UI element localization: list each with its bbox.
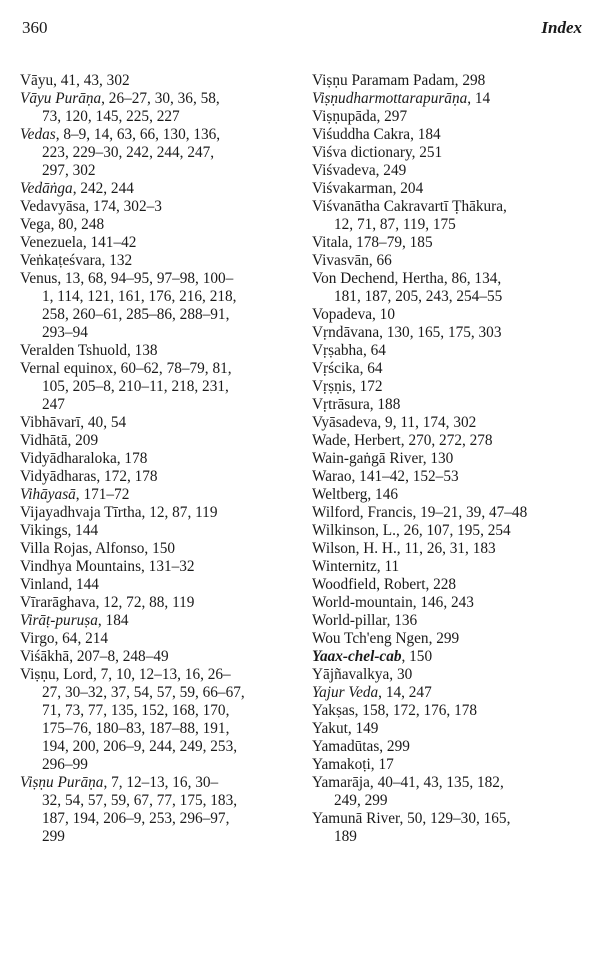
index-entry xyxy=(20,612,295,630)
index-text: Yājñavalkya, 30 xyxy=(312,666,413,683)
index-text: Vidhātā, 209 xyxy=(20,432,99,449)
index-entry xyxy=(312,450,587,468)
index-entry-line xyxy=(20,828,295,846)
index-entry xyxy=(312,594,587,612)
index-text: Woodfield, Robert, 228 xyxy=(312,576,457,593)
index-text: Vyāsadeva, 9, 11, 174, 302 xyxy=(312,414,477,431)
index-entry xyxy=(312,774,587,810)
index-text: 32, 54, 57, 59, 67, 77, 175, 183, xyxy=(42,792,238,809)
index-text: Viṣṇu Paramam Padam, 298 xyxy=(312,72,486,89)
index-entry xyxy=(312,504,587,522)
index-entry-line xyxy=(312,450,587,468)
index-entry-line xyxy=(20,270,295,288)
index-text: Vṛndāvana, 130, 165, 175, 303 xyxy=(312,324,502,341)
index-text: 293–94 xyxy=(42,324,88,341)
index-text: 1, 114, 121, 161, 176, 216, 218, xyxy=(42,288,237,305)
index-entry xyxy=(312,234,587,252)
index-entry xyxy=(312,630,587,648)
index-text: 27, 30–32, 37, 54, 57, 59, 66–67, xyxy=(42,684,245,701)
index-entry-line xyxy=(312,306,587,324)
index-entry xyxy=(20,774,295,846)
index-text: 189 xyxy=(334,828,357,845)
index-text: , 150 xyxy=(401,648,433,665)
index-entry-line xyxy=(312,810,587,828)
index-entry-line xyxy=(20,756,295,774)
index-entry-line xyxy=(312,540,587,558)
index-entry xyxy=(20,594,295,612)
index-term-italic: Vedāṅga xyxy=(20,180,73,197)
index-text: Wilkinson, L., 26, 107, 195, 254 xyxy=(312,522,511,539)
index-entry xyxy=(20,72,295,90)
index-entry xyxy=(312,252,587,270)
index-entry-line xyxy=(20,540,295,558)
index-entry xyxy=(312,324,587,342)
index-entry xyxy=(312,810,587,846)
index-entry xyxy=(20,234,295,252)
index-entry xyxy=(312,612,587,630)
index-text: , 242, 244 xyxy=(72,180,134,197)
index-entry-line xyxy=(312,198,587,216)
index-entry xyxy=(312,648,587,666)
index-entry-line xyxy=(312,738,587,756)
index-entry-line xyxy=(20,378,295,396)
index-entry xyxy=(312,702,587,720)
index-text: Viśākhā, 207–8, 248–49 xyxy=(20,648,169,665)
index-text: Viṣṇupāda, 297 xyxy=(312,108,408,125)
index-entry xyxy=(20,468,295,486)
index-text: Vernal equinox, 60–62, 78–79, 81, xyxy=(20,360,232,377)
index-entry-line xyxy=(20,594,295,612)
index-text: Vṛṣṇis, 172 xyxy=(312,378,383,395)
index-text: World-pillar, 136 xyxy=(312,612,418,629)
index-entry xyxy=(312,180,587,198)
index-entry-line xyxy=(20,630,295,648)
index-entry-line xyxy=(312,216,587,234)
index-entry-line xyxy=(312,324,587,342)
index-entry xyxy=(312,198,587,234)
index-text: Yakut, 149 xyxy=(312,720,379,737)
index-text: 249, 299 xyxy=(334,792,388,809)
index-entry-line xyxy=(312,126,587,144)
index-text: Von Dechend, Hertha, 86, 134, xyxy=(312,270,502,287)
index-entry-line xyxy=(20,252,295,270)
index-entry-line xyxy=(20,522,295,540)
index-entry-line xyxy=(312,234,587,252)
index-text: Vāyu, 41, 43, 302 xyxy=(20,72,130,89)
index-entry-line xyxy=(20,396,295,414)
index-term-italic: Vihāyasā xyxy=(20,486,76,503)
index-text: Vopadeva, 10 xyxy=(312,306,395,323)
index-entry-line xyxy=(20,504,295,522)
index-entry-line xyxy=(20,126,295,144)
index-text: Weltberg, 146 xyxy=(312,486,398,503)
index-entry xyxy=(312,360,587,378)
index-text: Viśvakarman, 204 xyxy=(312,180,424,197)
index-entry-line xyxy=(312,522,587,540)
index-text: Warao, 141–42, 152–53 xyxy=(312,468,459,485)
index-text: 73, 120, 145, 225, 227 xyxy=(42,108,180,125)
index-entry-line xyxy=(20,792,295,810)
index-entry-line xyxy=(20,180,295,198)
index-text: Viśvadeva, 249 xyxy=(312,162,407,179)
index-entry-line xyxy=(312,396,587,414)
index-text: World-mountain, 146, 243 xyxy=(312,594,474,611)
index-term-italic: Virāṭ-puruṣa xyxy=(20,612,98,629)
index-entry xyxy=(20,180,295,198)
index-text: , 184 xyxy=(97,612,129,629)
index-text: Yakṣas, 158, 172, 176, 178 xyxy=(312,702,478,719)
index-entry-line xyxy=(312,774,587,792)
index-text: 12, 71, 87, 119, 175 xyxy=(334,216,456,233)
index-entry xyxy=(312,306,587,324)
index-text: Vidyādharaloka, 178 xyxy=(20,450,148,467)
index-entry-line xyxy=(20,72,295,90)
index-entry-line xyxy=(20,702,295,720)
index-entry-line xyxy=(312,342,587,360)
index-entry xyxy=(20,414,295,432)
index-column-left xyxy=(20,72,295,846)
index-entry xyxy=(312,486,587,504)
index-text: 299 xyxy=(42,828,65,845)
index-entry-line xyxy=(20,450,295,468)
index-entry xyxy=(312,270,587,306)
index-text: Viśva dictionary, 251 xyxy=(312,144,443,161)
index-entry xyxy=(312,342,587,360)
index-text: Vedavyāsa, 174, 302–3 xyxy=(20,198,162,215)
index-text: Vega, 80, 248 xyxy=(20,216,105,233)
index-text: 194, 200, 206–9, 244, 249, 253, xyxy=(42,738,238,755)
index-entry-line xyxy=(312,666,587,684)
index-entry xyxy=(20,198,295,216)
index-text: , 171–72 xyxy=(75,486,130,503)
index-entry xyxy=(312,162,587,180)
index-entry-line xyxy=(20,774,295,792)
index-entry-line xyxy=(312,414,587,432)
index-entry xyxy=(20,450,295,468)
index-entry-line xyxy=(20,576,295,594)
index-entry-line xyxy=(312,252,587,270)
index-text: Vibhāvarī, 40, 54 xyxy=(20,414,127,431)
index-term-italic: Yaax-chel-cab xyxy=(312,648,402,665)
index-entry-line xyxy=(312,720,587,738)
index-entry-line xyxy=(20,198,295,216)
index-entry-line xyxy=(312,360,587,378)
index-entry xyxy=(20,360,295,414)
index-entry xyxy=(312,468,587,486)
index-entry xyxy=(20,666,295,774)
index-entry-line xyxy=(312,648,587,666)
index-term-italic: Vedas xyxy=(20,126,56,143)
index-entry-line xyxy=(20,414,295,432)
index-entry-line xyxy=(20,288,295,306)
index-text: Yamadūtas, 299 xyxy=(312,738,410,755)
index-entry-line xyxy=(312,612,587,630)
index-entry-line xyxy=(312,162,587,180)
index-entry xyxy=(20,486,295,504)
index-entry-line xyxy=(20,684,295,702)
index-text: Wou Tch'eng Ngen, 299 xyxy=(312,630,460,647)
index-entry-line xyxy=(312,702,587,720)
index-text: Vikings, 144 xyxy=(20,522,99,539)
index-entry xyxy=(312,756,587,774)
index-text: Winternitz, 11 xyxy=(312,558,400,575)
index-entry-line xyxy=(20,720,295,738)
index-entry xyxy=(20,504,295,522)
index-term-italic: Viṣṇu Purāṇa xyxy=(20,774,104,791)
index-entry-line xyxy=(20,738,295,756)
index-entry-line xyxy=(20,810,295,828)
index-entry-line xyxy=(312,792,587,810)
index-entry xyxy=(312,378,587,396)
index-entry-line xyxy=(20,648,295,666)
index-entry-line xyxy=(312,576,587,594)
index-entry-line xyxy=(20,612,295,630)
index-entry-line xyxy=(20,360,295,378)
index-text: Wilford, Francis, 19–21, 39, 47–48 xyxy=(312,504,528,521)
index-text: Vīrarāghava, 12, 72, 88, 119 xyxy=(20,594,195,611)
index-entry xyxy=(20,270,295,342)
index-entry xyxy=(20,126,295,180)
index-entry-line xyxy=(20,216,295,234)
index-entry-line xyxy=(312,108,587,126)
index-entry-line xyxy=(312,144,587,162)
index-term-italic: Viṣṇudharmottarapurāṇa xyxy=(312,90,468,107)
index-text: , 8–9, 14, 63, 66, 130, 136, xyxy=(55,126,221,143)
index-column-right xyxy=(312,72,587,846)
index-entry-line xyxy=(20,324,295,342)
index-entry-line xyxy=(20,144,295,162)
index-text: 247 xyxy=(42,396,65,413)
index-text: Vidyādharas, 172, 178 xyxy=(20,468,158,485)
index-entry-line xyxy=(312,630,587,648)
index-entry xyxy=(20,576,295,594)
index-text: Viśuddha Cakra, 184 xyxy=(312,126,441,143)
index-entry xyxy=(20,90,295,126)
index-text: , 14 xyxy=(467,90,491,107)
index-text: , 7, 12–13, 16, 30– xyxy=(103,774,219,791)
index-entry-line xyxy=(20,666,295,684)
index-entry-line xyxy=(312,288,587,306)
index-entry-line xyxy=(312,504,587,522)
index-entry xyxy=(20,522,295,540)
index-entry xyxy=(312,144,587,162)
index-entry-line xyxy=(20,486,295,504)
index-text: Vṛtrāsura, 188 xyxy=(312,396,401,413)
index-entry xyxy=(312,720,587,738)
index-entry xyxy=(312,396,587,414)
index-text: Veralden Tshuold, 138 xyxy=(20,342,158,359)
index-entry xyxy=(20,432,295,450)
index-text: Yamakoṭi, 17 xyxy=(312,756,394,773)
index-entry-line xyxy=(312,378,587,396)
index-entry xyxy=(312,738,587,756)
index-text: Wade, Herbert, 270, 272, 278 xyxy=(312,432,493,449)
index-text: Vṛścika, 64 xyxy=(312,360,383,377)
index-text: , 14, 247 xyxy=(378,684,432,701)
index-entry-line xyxy=(312,432,587,450)
index-text: Vinland, 144 xyxy=(20,576,99,593)
index-entry xyxy=(20,630,295,648)
index-text: Vṛṣabha, 64 xyxy=(312,342,386,359)
index-text: Venezuela, 141–42 xyxy=(20,234,137,251)
index-entry-line xyxy=(20,342,295,360)
index-entry-line xyxy=(312,486,587,504)
index-entry-line xyxy=(20,306,295,324)
index-text: Wain-gaṅgā River, 130 xyxy=(312,450,454,467)
index-entry xyxy=(312,540,587,558)
index-entry-line xyxy=(20,90,295,108)
index-entry xyxy=(312,90,587,108)
index-text: 258, 260–61, 285–86, 288–91, xyxy=(42,306,230,323)
index-entry xyxy=(312,558,587,576)
index-entry-line xyxy=(312,594,587,612)
index-text: 71, 73, 77, 135, 152, 168, 170, xyxy=(42,702,230,719)
index-text: Viṣṇu, Lord, 7, 10, 12–13, 16, 26– xyxy=(20,666,231,683)
index-entry xyxy=(312,126,587,144)
index-text: Vivasvān, 66 xyxy=(312,252,392,269)
index-text: Villa Rojas, Alfonso, 150 xyxy=(20,540,176,557)
index-entry-line xyxy=(312,684,587,702)
index-entry xyxy=(312,108,587,126)
index-text: Virgo, 64, 214 xyxy=(20,630,109,647)
index-term-italic: Yajur Veda xyxy=(312,684,379,701)
index-entry-line xyxy=(312,180,587,198)
index-entry xyxy=(312,414,587,432)
index-entry-line xyxy=(312,270,587,288)
index-text: Veṅkaṭeśvara, 132 xyxy=(20,252,133,269)
index-text: , 26–27, 30, 36, 58, xyxy=(101,90,220,107)
index-text: Yamunā River, 50, 129–30, 165, xyxy=(312,810,511,827)
index-text: 175–76, 180–83, 187–88, 191, xyxy=(42,720,230,737)
index-entry xyxy=(20,342,295,360)
index-text: 105, 205–8, 210–11, 218, 231, xyxy=(42,378,229,395)
index-text: Wilson, H. H., 11, 26, 31, 183 xyxy=(312,540,496,557)
index-text: Venus, 13, 68, 94–95, 97–98, 100– xyxy=(20,270,234,287)
index-entry xyxy=(312,72,587,90)
index-entry xyxy=(312,666,587,684)
index-entry-line xyxy=(312,468,587,486)
index-entry xyxy=(312,522,587,540)
index-text: 181, 187, 205, 243, 254–55 xyxy=(334,288,503,305)
index-text: 187, 194, 206–9, 253, 296–97, xyxy=(42,810,230,827)
index-text: Vijayadhvaja Tīrtha, 12, 87, 119 xyxy=(20,504,218,521)
index-entry xyxy=(20,252,295,270)
index-entry xyxy=(312,432,587,450)
index-entry-line xyxy=(20,558,295,576)
index-text: Viśvanātha Cakravartī Ṭhākura, xyxy=(312,198,507,215)
index-entry-line xyxy=(312,72,587,90)
index-entry xyxy=(20,216,295,234)
index-entry-line xyxy=(20,468,295,486)
index-entry-line xyxy=(20,234,295,252)
index-text: Yamarāja, 40–41, 43, 135, 182, xyxy=(312,774,504,791)
index-entry-line xyxy=(20,162,295,180)
index-entry xyxy=(20,558,295,576)
index-entry-line xyxy=(312,90,587,108)
running-head: Index xyxy=(541,18,582,37)
index-text: 296–99 xyxy=(42,756,88,773)
index-entry xyxy=(20,540,295,558)
index-entry-line xyxy=(312,756,587,774)
index-term-italic: Vāyu Purāṇa xyxy=(20,90,102,107)
page-number: 360 xyxy=(22,18,48,37)
index-text: Vitala, 178–79, 185 xyxy=(312,234,433,251)
index-entry-line xyxy=(20,432,295,450)
index-entry-line xyxy=(312,558,587,576)
index-text: 297, 302 xyxy=(42,162,96,179)
index-text: 223, 229–30, 242, 244, 247, xyxy=(42,144,215,161)
index-entry xyxy=(312,684,587,702)
index-entry xyxy=(312,576,587,594)
index-entry xyxy=(20,648,295,666)
index-entry-line xyxy=(312,828,587,846)
index-entry-line xyxy=(20,108,295,126)
index-text: Vindhya Mountains, 131–32 xyxy=(20,558,195,575)
